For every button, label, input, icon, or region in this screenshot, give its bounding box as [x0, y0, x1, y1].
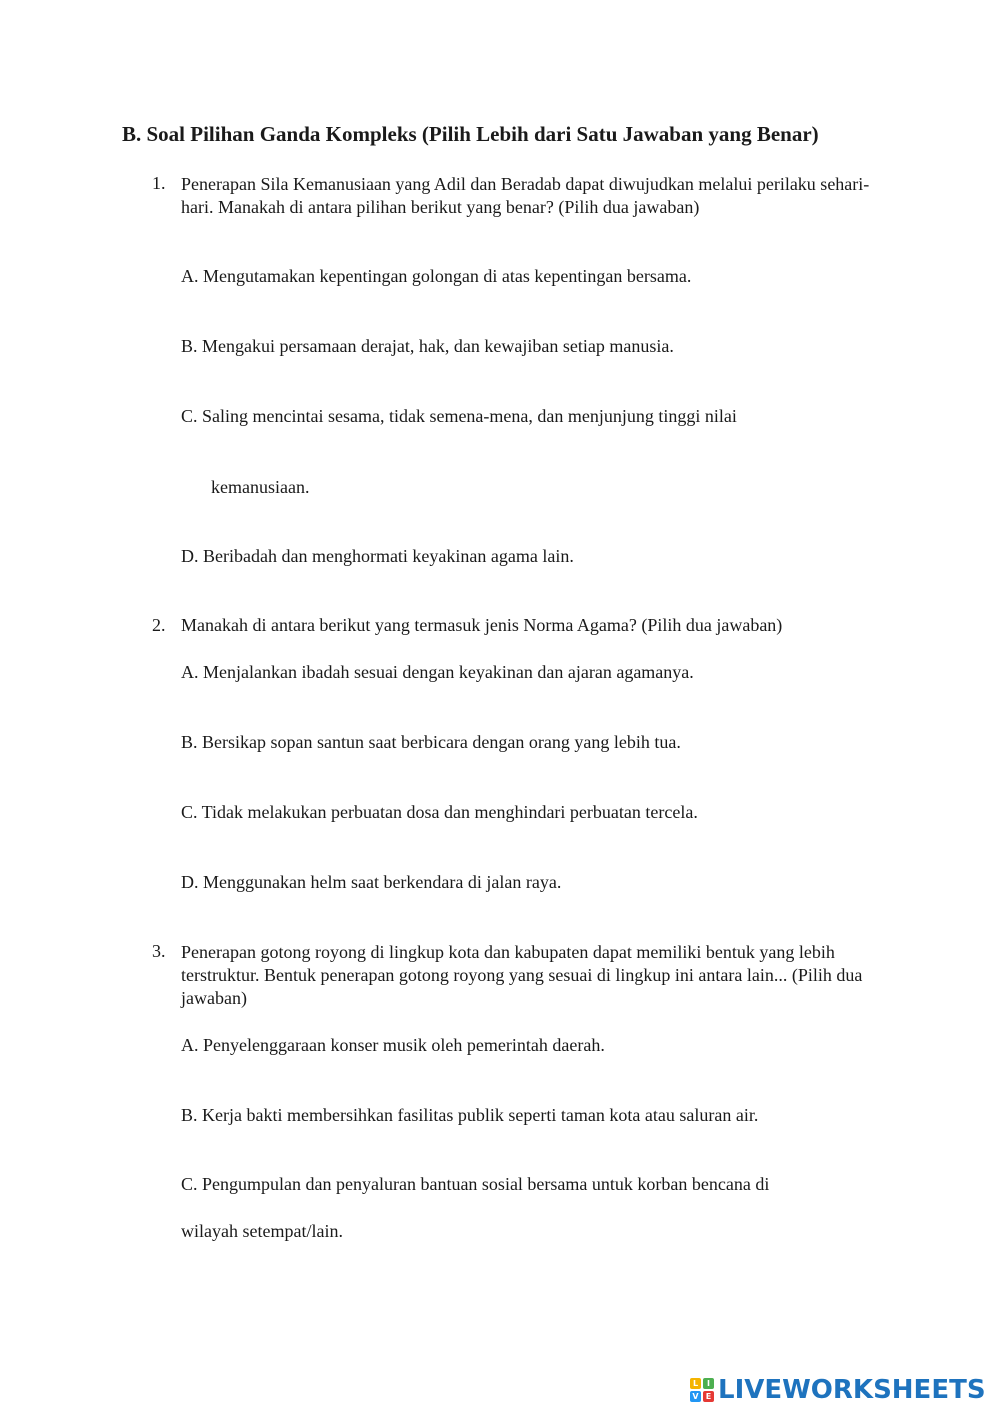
logo-block-1: L — [690, 1378, 701, 1389]
question-2-option-c[interactable]: C. Tidak melakukan perbuatan dosa dan menghindari perbuatan tercela. — [181, 802, 698, 822]
question-1-number: 1. — [152, 173, 166, 193]
question-2-option-b[interactable]: B. Bersikap sopan santun saat berbicara dengan orang yang lebih tua. — [181, 732, 681, 752]
logo-block-4: E — [703, 1391, 714, 1402]
logo-text: LIVEWORKSHEETS — [718, 1375, 986, 1405]
question-3-number: 3. — [152, 941, 166, 961]
question-2-option-a[interactable]: A. Menjalankan ibadah sesuai dengan keyakinan dan ajaran agamanya. — [181, 662, 694, 682]
question-2-text: Manakah di antara berikut yang termasuk jenis Norma Agama? (Pilih dua jawaban) — [181, 615, 783, 635]
question-3-text: Penerapan gotong royong di lingkup kota dan kabupaten dapat memiliki bentuk yang lebih terstruktur. Bentuk penerapan gotong royong yang sesuai di lingkup ini antara lain... (Pilih dua jawaban) — [181, 942, 863, 1008]
question-3-option-c[interactable]: C. Pengumpulan dan penyaluran bantuan sosial bersama untuk korban bencana di — [181, 1174, 770, 1194]
question-2-option-d[interactable]: D. Menggunakan helm saat berkendara di jalan raya. — [181, 872, 562, 892]
question-3-option-c-continued[interactable]: wilayah setempat/lain. — [181, 1221, 343, 1241]
question-1-option-c[interactable]: C. Saling mencintai sesama, tidak semena-mena, dan menjunjung tinggi nilai — [181, 406, 737, 426]
question-1-option-d[interactable]: D. Beribadah dan menghormati keyakinan agama lain. — [181, 546, 574, 566]
liveworksheets-logo — [690, 1373, 986, 1407]
question-3-option-b[interactable]: B. Kerja bakti membersihkan fasilitas publik seperti taman kota atau saluran air. — [181, 1105, 759, 1125]
section-heading: B. Soal Pilihan Ganda Kompleks (Pilih Lebih dari Satu Jawaban yang Benar) — [122, 122, 819, 146]
logo-block-3: V — [690, 1391, 701, 1402]
question-1-option-c-continued[interactable]: kemanusiaan. — [211, 477, 310, 497]
question-3-option-a[interactable]: A. Penyelenggaraan konser musik oleh pemerintah daerah. — [181, 1035, 605, 1055]
logo-blocks-icon — [690, 1378, 714, 1402]
logo-block-2: I — [703, 1378, 714, 1389]
question-1-option-b[interactable]: B. Mengakui persamaan derajat, hak, dan kewajiban setiap manusia. — [181, 336, 674, 356]
question-2-number: 2. — [152, 615, 166, 635]
question-1-text: Penerapan Sila Kemanusiaan yang Adil dan Beradab dapat diwujudkan melalui perilaku sehari-hari. Manakah di antara pilihan berikut yang benar? (Pilih dua jawaban) — [181, 174, 870, 217]
question-1-option-a[interactable]: A. Mengutamakan kepentingan golongan di atas kepentingan bersama. — [181, 266, 692, 286]
